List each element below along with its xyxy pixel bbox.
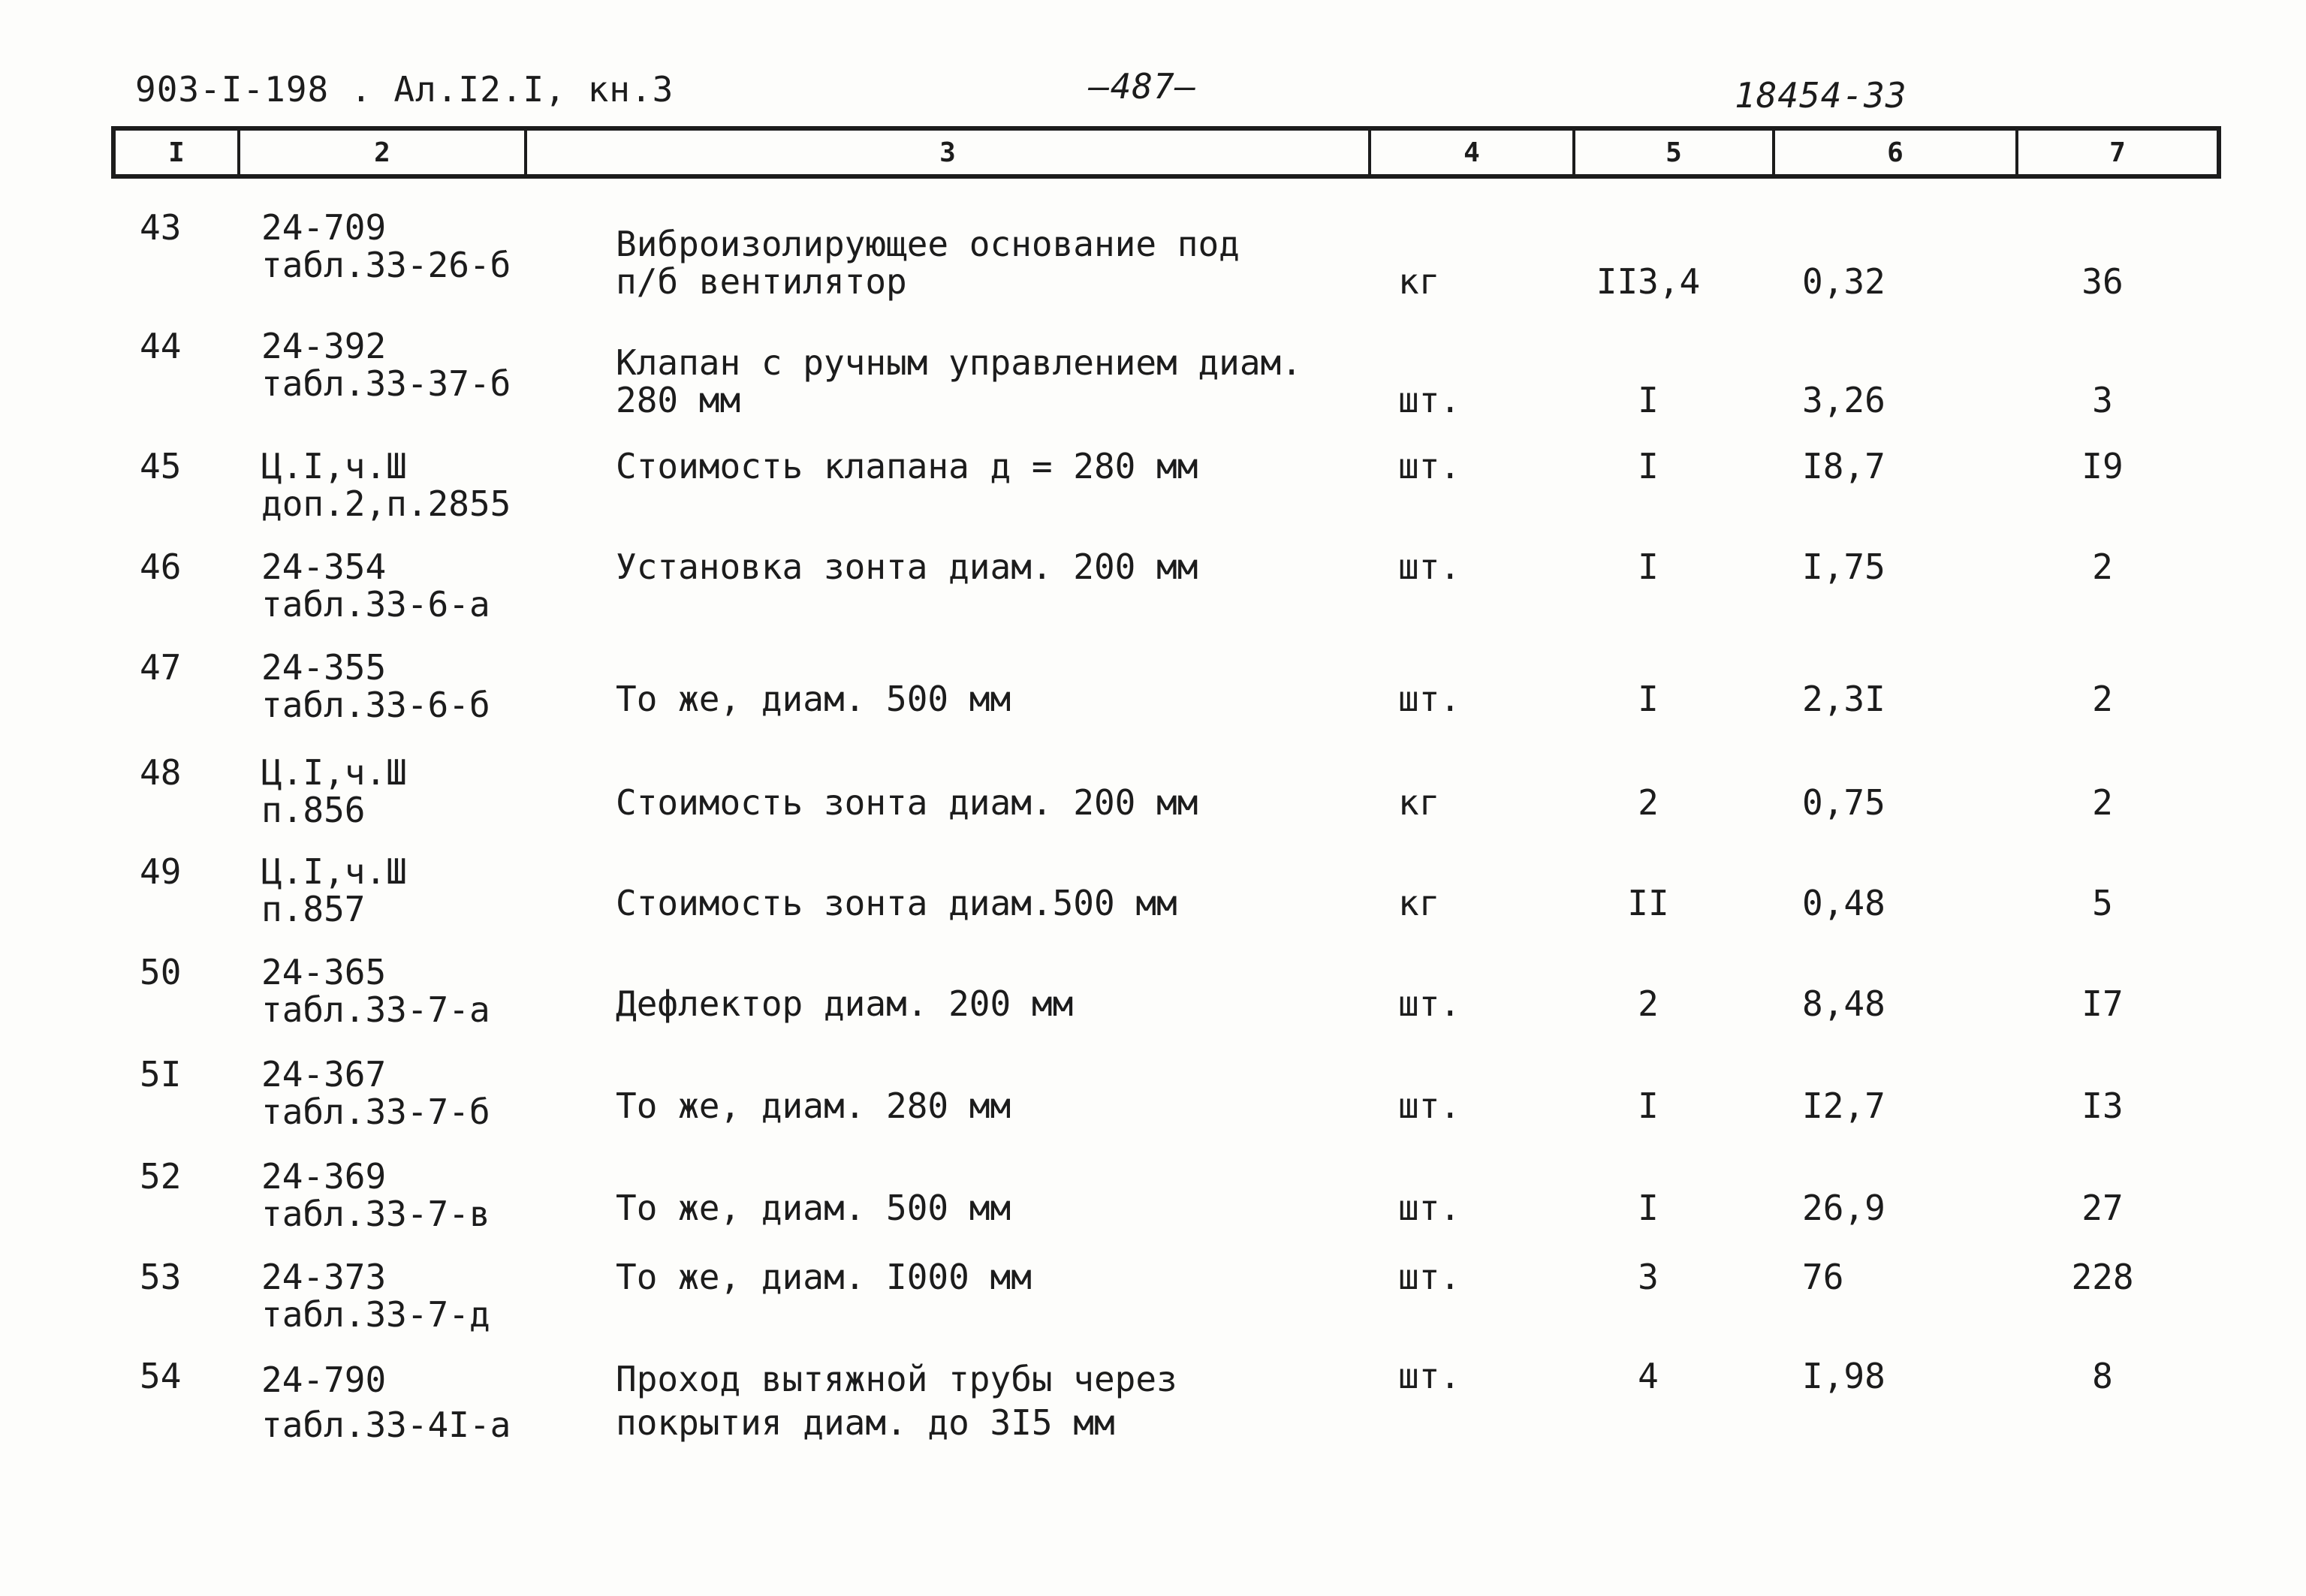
norm-code: 24-392 табл.33-37-б bbox=[261, 326, 511, 404]
work-description: Дефлектор диам. 200 мм bbox=[616, 983, 1074, 1024]
unit-price: 0,48 bbox=[1802, 883, 1885, 923]
work-description: Стоимость зонта диам.500 мм bbox=[616, 883, 1177, 923]
unit-price: 0,75 bbox=[1802, 782, 1885, 823]
total-cost: 8 bbox=[2092, 1356, 2113, 1396]
work-description: Установка зонта диам. 200 мм bbox=[616, 547, 1198, 587]
work-description: Клапан с ручным управлением диам. 280 мм bbox=[616, 342, 1302, 420]
total-cost: 2 bbox=[2092, 679, 2113, 719]
row-number: 46 bbox=[140, 547, 182, 587]
work-description: То же, диам. 500 мм bbox=[616, 679, 1011, 719]
column-header-7: 7 bbox=[2017, 128, 2219, 176]
unit: шт. bbox=[1398, 1086, 1461, 1126]
norm-code: Ц.I,ч.Ш доп.2,п.2855 bbox=[261, 446, 511, 524]
norm-code: Ц.I,ч.Ш п.856 bbox=[261, 752, 407, 830]
row-number: 49 bbox=[140, 851, 182, 892]
column-header-1: I bbox=[168, 137, 185, 168]
unit-price: I,75 bbox=[1802, 547, 1885, 587]
total-cost: 36 bbox=[2081, 261, 2124, 302]
norm-code: 24-355 табл.33-6-б bbox=[261, 647, 490, 725]
unit: шт. bbox=[1398, 1257, 1461, 1297]
unit-price: 3,26 bbox=[1802, 380, 1885, 420]
row-number: 53 bbox=[140, 1257, 182, 1297]
quantity: I bbox=[1638, 380, 1659, 420]
unit: шт. bbox=[1398, 1188, 1461, 1228]
norm-code: 24-367 табл.33-7-б bbox=[261, 1054, 490, 1132]
quantity: 4 bbox=[1638, 1356, 1659, 1396]
unit-price: 26,9 bbox=[1802, 1188, 1885, 1228]
total-cost: 2 bbox=[2092, 782, 2113, 823]
quantity: I bbox=[1638, 547, 1659, 587]
quantity: 2 bbox=[1638, 782, 1659, 823]
total-cost: I3 bbox=[2081, 1086, 2124, 1126]
unit-price: I,98 bbox=[1802, 1356, 1885, 1396]
unit-price: 8,48 bbox=[1802, 983, 1885, 1024]
total-cost: 27 bbox=[2081, 1188, 2124, 1228]
column-header-2: 2 bbox=[239, 128, 526, 176]
work-description: То же, диам. 280 мм bbox=[616, 1086, 1011, 1126]
norm-code: 24-365 табл.33-7-а bbox=[261, 952, 490, 1030]
row-number: 47 bbox=[140, 647, 182, 688]
archive-number: 18454-33 bbox=[1735, 75, 1907, 116]
unit: шт. bbox=[1398, 446, 1461, 486]
quantity: II3,4 bbox=[1596, 261, 1701, 302]
page-number: —487— bbox=[1089, 66, 1197, 107]
total-cost: 2 bbox=[2092, 547, 2113, 587]
row-number: 52 bbox=[140, 1156, 182, 1197]
column-header-3: 3 bbox=[526, 128, 1370, 176]
total-cost: 5 bbox=[2092, 883, 2113, 923]
quantity: 2 bbox=[1638, 983, 1659, 1024]
row-number: 45 bbox=[140, 446, 182, 486]
unit: кг bbox=[1398, 261, 1440, 302]
unit-price: I8,7 bbox=[1802, 446, 1885, 486]
unit-price: I2,7 bbox=[1802, 1086, 1885, 1126]
quantity: 3 bbox=[1638, 1257, 1659, 1297]
unit: шт. bbox=[1398, 679, 1461, 719]
unit-price: 2,3I bbox=[1802, 679, 1885, 719]
work-description: То же, диам. 500 мм bbox=[616, 1188, 1011, 1228]
work-description: Стоимость клапана д = 280 мм bbox=[616, 446, 1198, 486]
norm-code: Ц.I,ч.Ш п.857 bbox=[261, 851, 407, 929]
work-description: То же, диам. I000 мм bbox=[616, 1257, 1032, 1297]
column-header-6: 6 bbox=[1774, 128, 2017, 176]
quantity: I bbox=[1638, 1188, 1659, 1228]
unit: шт. bbox=[1398, 547, 1461, 587]
total-cost: I9 bbox=[2081, 446, 2124, 486]
work-description: Стоимость зонта диам. 200 мм bbox=[616, 782, 1198, 823]
column-header-5: 5 bbox=[1574, 128, 1774, 176]
quantity: I bbox=[1638, 1086, 1659, 1126]
row-number: 54 bbox=[140, 1356, 182, 1396]
work-description: Виброизолирующее основание под п/б вентилятор bbox=[616, 224, 1240, 302]
document-code: 903-I-198 . Ал.I2.I, кн.3 bbox=[135, 69, 674, 110]
unit: кг bbox=[1398, 782, 1440, 823]
work-description: Проход вытяжной трубы через покрытия диам. до 3I5 мм bbox=[616, 1359, 1177, 1443]
quantity: I bbox=[1638, 446, 1659, 486]
norm-code: 24-354 табл.33-6-а bbox=[261, 547, 490, 625]
total-cost: 3 bbox=[2092, 380, 2113, 420]
norm-code: 24-373 табл.33-7-д bbox=[261, 1257, 490, 1335]
unit: шт. bbox=[1398, 380, 1461, 420]
quantity: I bbox=[1638, 679, 1659, 719]
unit: кг bbox=[1398, 883, 1440, 923]
total-cost: I7 bbox=[2081, 983, 2124, 1024]
row-number: 5I bbox=[140, 1054, 182, 1095]
total-cost: 228 bbox=[2071, 1257, 2134, 1297]
unit: шт. bbox=[1398, 983, 1461, 1024]
row-number: 50 bbox=[140, 952, 182, 992]
row-number: 43 bbox=[140, 207, 182, 248]
norm-code: 24-790 табл.33-4I-а bbox=[261, 1360, 511, 1445]
row-number: 48 bbox=[140, 752, 182, 793]
norm-code: 24-709 табл.33-26-б bbox=[261, 207, 511, 285]
unit-price: 0,32 bbox=[1802, 261, 1885, 302]
unit-price: 76 bbox=[1802, 1257, 1844, 1297]
quantity: II bbox=[1627, 883, 1669, 923]
unit: шт. bbox=[1398, 1356, 1461, 1396]
column-header-4: 4 bbox=[1370, 128, 1574, 176]
row-number: 44 bbox=[140, 326, 182, 366]
norm-code: 24-369 табл.33-7-в bbox=[261, 1156, 490, 1234]
